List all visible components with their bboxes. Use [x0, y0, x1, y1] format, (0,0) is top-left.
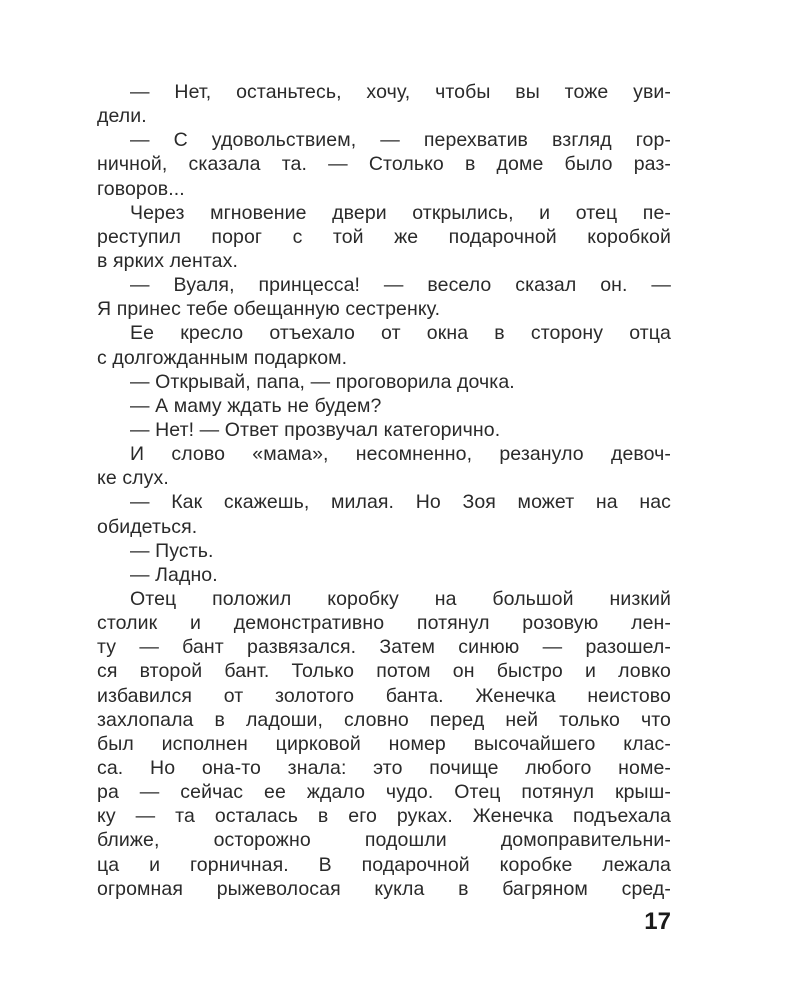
- text-line: — Как скажешь, милая. Но Зоя может на нас: [130, 491, 671, 514]
- text-line: — Открывай, папа, — проговорила дочка.: [130, 370, 515, 393]
- text-line: ся второй бант. Только потом он быстро и ловко: [97, 660, 671, 683]
- text-line: ке слух.: [97, 467, 169, 490]
- text-line: захлопала в ладоши, словно перед ней только что: [97, 708, 671, 731]
- text-line: ца и горничная. В подарочной коробке лежала: [97, 853, 671, 876]
- text-line: са. Но она-то знала: это почище любого номе-: [97, 756, 671, 779]
- text-line: в ярких лентах.: [97, 249, 238, 272]
- text-line: избавился от золотого банта. Женечка неистово: [97, 684, 671, 707]
- text-line: — Пусть.: [130, 539, 214, 562]
- text-line: — Вуаля, принцесса! — весело сказал он. —: [130, 274, 671, 297]
- text-line: обидеться.: [97, 515, 198, 538]
- text-line: ничной, сказала та. — Столько в доме было раз-: [97, 153, 671, 176]
- text-line: — А маму ждать не будем?: [130, 394, 382, 417]
- text-line: ра — сейчас ее ждало чудо. Отец потянул крыш-: [97, 781, 671, 804]
- text-line: говоров...: [97, 177, 185, 200]
- text-line: реступил порог с той же подарочной коробкой: [97, 225, 671, 248]
- text-line: огромная рыжеволосая кукла в багряном сред-: [97, 877, 671, 900]
- text-line: Отец положил коробку на большой низкий: [130, 587, 671, 610]
- text-line: — С удовольствием, — перехватив взгляд гор-: [130, 129, 671, 152]
- text-line: был исполнен цирковой номер высочайшего клас-: [97, 732, 671, 755]
- text-line: — Нет! — Ответ прозвучал категорично.: [130, 418, 501, 441]
- text-line: ку — та осталась в его руках. Женечка подъехала: [97, 805, 671, 828]
- text-line: дели.: [97, 105, 147, 128]
- text-line: с долгожданным подарком.: [97, 346, 348, 369]
- text-line: — Ладно.: [130, 563, 218, 586]
- body-text: [97, 80, 671, 901]
- text-line: ту — бант развязался. Затем синюю — разошел-: [97, 636, 671, 659]
- text-line: Ее кресло отъехало от окна в сторону отца: [130, 322, 671, 345]
- text-line: И слово «мама», несомненно, резануло девоч-: [130, 443, 671, 466]
- text-line: Я принес тебе обещанную сестренку.: [97, 298, 441, 321]
- page-number: 17: [644, 908, 671, 935]
- text-line: Через мгновение двери открылись, и отец пе-: [130, 201, 671, 224]
- text-line: — Нет, останьтесь, хочу, чтобы вы тоже уви-: [130, 81, 671, 103]
- text-line: ближе, осторожно подошли домоправительни-: [97, 829, 671, 852]
- text-line: столик и демонстративно потянул розовую лен-: [97, 612, 671, 635]
